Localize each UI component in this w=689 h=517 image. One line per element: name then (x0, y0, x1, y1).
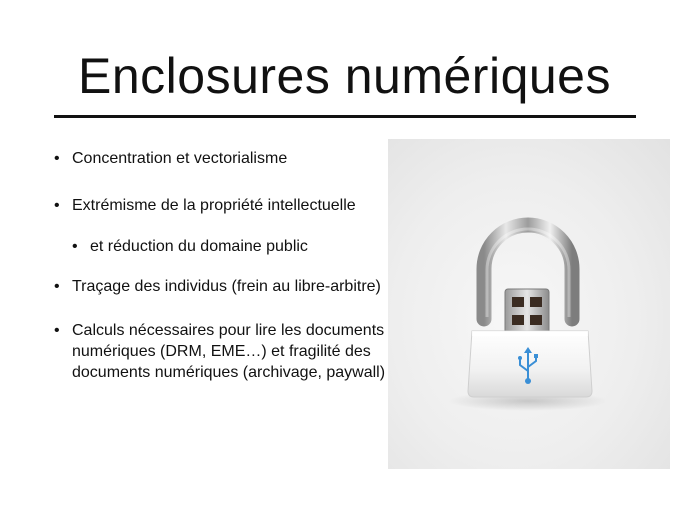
sub-bullet-item (72, 236, 394, 257)
bullet-marker: • (54, 278, 60, 295)
usb-padlock-image (388, 139, 670, 469)
bullet-text: Extrémisme de la propriété intellectuelle (72, 197, 356, 214)
usb-padlock-icon (388, 139, 670, 469)
bullet-marker: • (54, 197, 60, 214)
bullet-item (54, 276, 394, 297)
bullet-marker: • (54, 322, 60, 339)
title-underline (54, 115, 636, 118)
bullet-text: Concentration et vectorialisme (72, 150, 288, 167)
bullet-text: Traçage des individus (frein au libre-arbitre) (72, 278, 381, 295)
bullet-item (54, 148, 394, 169)
bullet-list (54, 148, 394, 383)
bullet-marker: • (72, 238, 78, 255)
bullet-text: et réduction du domaine public (90, 238, 308, 255)
slide-title: Enclosures numériques (78, 48, 611, 104)
bullet-marker: • (54, 150, 60, 167)
bullet-text: Calculs nécessaires pour lire les documents numériques (DRM, EME…) et fragilité des documents numériques (archivage, paywall) (72, 322, 386, 381)
bullet-item (54, 195, 394, 216)
bullet-item (54, 320, 394, 383)
